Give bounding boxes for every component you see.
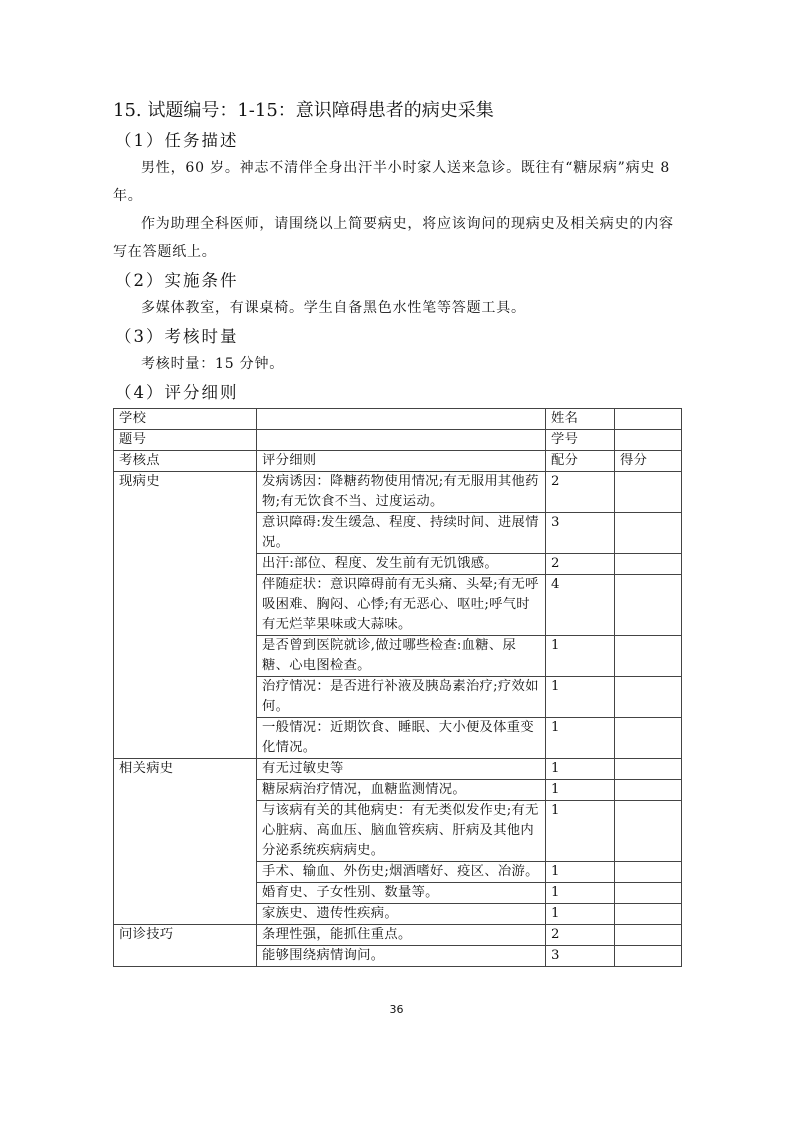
table-row (114, 409, 682, 430)
assessment-point: 相关病史 (114, 759, 257, 925)
section-scoring: （4）评分细则 (115, 383, 239, 402)
table-row (114, 472, 682, 513)
table-row (114, 759, 682, 780)
score-cell: 1 (546, 904, 615, 925)
rule-cell: 一般情况：近期饮食、睡眠、大小便及体重变化情况。 (257, 718, 546, 759)
score-cell: 3 (546, 513, 615, 554)
name-label: 姓名 (546, 409, 615, 430)
task-paragraph-1: 男性，60 岁。神志不清伴全身出汗半小时家人送来急诊。既往有“糖尿病”病史 8 年。 (113, 160, 671, 204)
got-score-cell (615, 904, 682, 925)
score-cell: 1 (546, 883, 615, 904)
qno-value (257, 430, 546, 451)
school-label: 学校 (114, 409, 257, 430)
score-cell: 2 (546, 472, 615, 513)
conditions-paragraph: 多媒体教室，有课桌椅。学生自备黑色水性笔等答题工具。 (141, 300, 526, 316)
score-cell: 1 (546, 677, 615, 718)
name-value (615, 409, 682, 430)
score-cell: 1 (546, 862, 615, 883)
rule-cell: 出汗:部位、程度、发生前有无饥饿感。 (257, 554, 546, 575)
table-header-row (114, 451, 682, 472)
score-cell: 2 (546, 554, 615, 575)
question-title: 15. 试题编号：1-15：意识障碍患者的病史采集 (113, 100, 494, 121)
page-number: 36 (389, 1003, 404, 1016)
rule-cell: 婚育史、子女性别、数量等。 (257, 883, 546, 904)
score-cell: 1 (546, 718, 615, 759)
rule-cell: 能够围绕病情询问。 (257, 946, 546, 967)
header-got: 得分 (615, 451, 682, 472)
got-score-cell (615, 759, 682, 780)
score-cell: 2 (546, 925, 615, 946)
sid-value (615, 430, 682, 451)
time-paragraph: 考核时量：15 分钟。 (141, 356, 285, 372)
got-score-cell (615, 946, 682, 967)
task-paragraph-2: 作为助理全科医师，请围绕以上简要病史，将应该询问的现病史及相关病史的内容写在答题纸上。 (113, 216, 674, 260)
rule-cell: 手术、输血、外伤史;烟酒嗜好、疫区、冶游。 (257, 862, 546, 883)
section-task-description: （1）任务描述 (115, 131, 239, 150)
rule-cell: 伴随症状：意识障碍前有无头痛、头晕;有无呼吸困难、胸闷、心悸;有无恶心、呕吐;呼气时有无烂苹果味或大蒜味。 (257, 575, 546, 636)
assessment-point: 问诊技巧 (114, 925, 257, 967)
got-score-cell (615, 554, 682, 575)
score-cell: 1 (546, 780, 615, 801)
rule-cell: 意识障碍:发生缓急、程度、持续时间、进展情况。 (257, 513, 546, 554)
table-row (114, 925, 682, 946)
got-score-cell (615, 780, 682, 801)
got-score-cell (615, 801, 682, 862)
got-score-cell (615, 718, 682, 759)
sid-label: 学号 (546, 430, 615, 451)
rule-cell: 治疗情况：是否进行补液及胰岛素治疗;疗效如何。 (257, 677, 546, 718)
got-score-cell (615, 472, 682, 513)
header-score: 配分 (546, 451, 615, 472)
got-score-cell (615, 513, 682, 554)
got-score-cell (615, 925, 682, 946)
header-rule: 评分细则 (257, 451, 546, 472)
score-cell: 1 (546, 801, 615, 862)
score-cell: 4 (546, 575, 615, 636)
rule-cell: 有无过敏史等 (257, 759, 546, 780)
qno-label: 题号 (114, 430, 257, 451)
scoring-table (113, 408, 682, 967)
rule-cell: 发病诱因：降糖药物使用情况;有无服用其他药物;有无饮食不当、过度运动。 (257, 472, 546, 513)
rule-cell: 与该病有关的其他病史：有无类似发作史;有无心脏病、高血压、脑血管疾病、肝病及其他内分泌系统疾病病史。 (257, 801, 546, 862)
score-cell: 1 (546, 636, 615, 677)
got-score-cell (615, 575, 682, 636)
school-value (257, 409, 546, 430)
header-point: 考核点 (114, 451, 257, 472)
score-cell: 1 (546, 759, 615, 780)
score-cell: 3 (546, 946, 615, 967)
got-score-cell (615, 862, 682, 883)
section-time: （3）考核时量 (115, 327, 239, 346)
table-row (114, 430, 682, 451)
rule-cell: 家族史、遗传性疾病。 (257, 904, 546, 925)
rule-cell: 是否曾到医院就诊,做过哪些检查:血糖、尿糖、心电图检查。 (257, 636, 546, 677)
assessment-point: 现病史 (114, 472, 257, 759)
rule-cell: 条理性强，能抓住重点。 (257, 925, 546, 946)
got-score-cell (615, 636, 682, 677)
got-score-cell (615, 883, 682, 904)
section-conditions: （2）实施条件 (115, 271, 239, 290)
got-score-cell (615, 677, 682, 718)
rule-cell: 糖尿病治疗情况，血糖监测情况。 (257, 780, 546, 801)
